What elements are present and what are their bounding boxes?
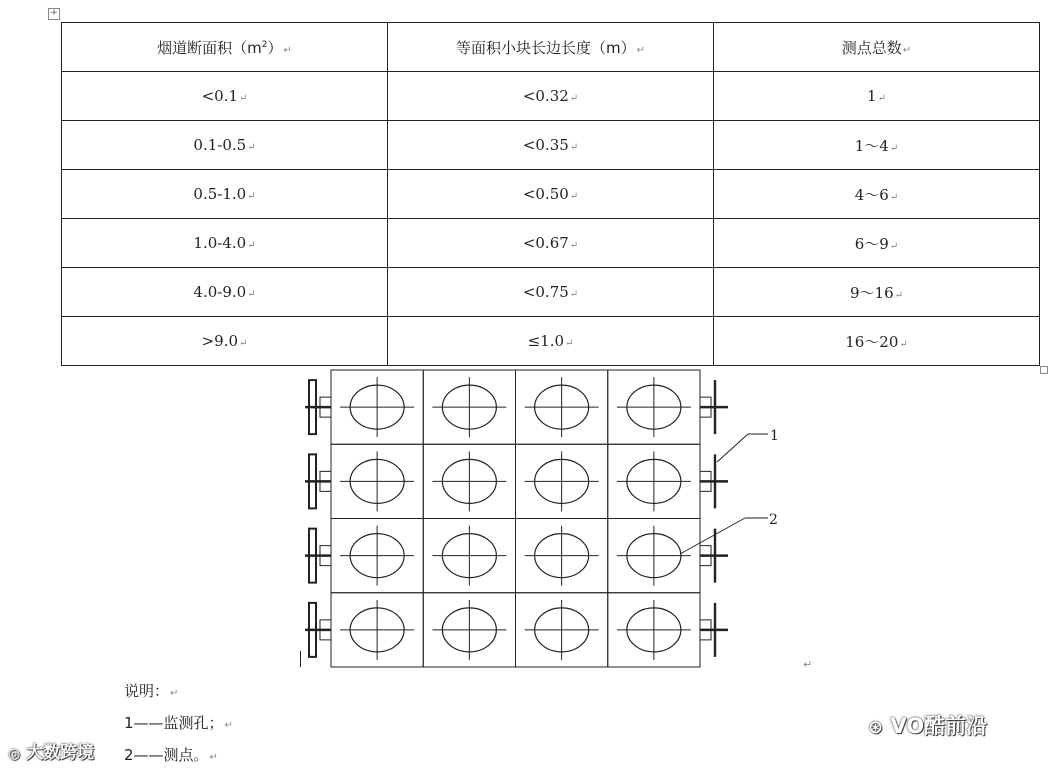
cell-text: ≤1.0 xyxy=(527,332,565,350)
paragraph-mark: ↵ xyxy=(636,44,645,56)
monitoring-port-right xyxy=(700,380,728,434)
monitoring-port-left xyxy=(305,454,331,508)
grid-cell xyxy=(331,370,423,444)
paragraph-mark: ↵ xyxy=(877,93,886,104)
cell-text: <0.67 xyxy=(522,234,569,252)
paragraph-mark: ↵ xyxy=(569,93,579,104)
grid-cell xyxy=(331,444,423,518)
paragraph-mark: ↵ xyxy=(247,191,256,202)
callout-2-label: 2 xyxy=(769,512,778,528)
table-move-handle[interactable]: + xyxy=(48,8,60,20)
grid-cell xyxy=(423,370,515,444)
note-line-2 xyxy=(124,744,218,765)
grid-cell xyxy=(516,593,608,667)
grid-cell xyxy=(608,519,700,593)
grid-cell xyxy=(516,444,608,518)
paragraph-mark: ↵ xyxy=(569,289,579,300)
cell-text: 16～20 xyxy=(845,332,899,351)
monitoring-port-left xyxy=(305,603,331,657)
paragraph-mark: ↵ xyxy=(569,191,579,202)
paragraph-mark: ↵ xyxy=(247,142,256,153)
grid-cell xyxy=(608,444,700,518)
cell-text: 1～4 xyxy=(854,136,889,155)
callout-1 xyxy=(717,428,779,462)
paragraph-mark: ↵ xyxy=(209,752,218,763)
monitoring-port-right xyxy=(700,454,728,508)
watermark-right xyxy=(868,710,987,740)
paragraph-mark: ↵ xyxy=(889,240,899,252)
cell-text: 0.1-0.5 xyxy=(193,136,247,154)
grid-cell xyxy=(423,593,515,667)
paragraph-mark: ↵ xyxy=(899,338,908,350)
paragraph-mark: ↵ xyxy=(803,658,813,671)
cell-text: 4～6 xyxy=(854,185,889,204)
paragraph-mark: ↵ xyxy=(239,338,248,349)
callout-1-label: 1 xyxy=(770,428,779,444)
watermark-left xyxy=(8,738,94,763)
paragraph-mark: ↵ xyxy=(889,191,899,203)
monitoring-port-right xyxy=(700,529,728,583)
paragraph-mark: ↵ xyxy=(569,142,579,153)
cell-text: 1.0-4.0 xyxy=(193,234,247,252)
cell-text: 4.0-9.0 xyxy=(193,283,247,301)
watermark-logo-icon: ◎ xyxy=(8,746,21,762)
watermark-left-text: 大数跨境 xyxy=(26,743,95,763)
paragraph-mark: ↵ xyxy=(247,289,256,300)
note-line-1-text: 1——监测孔； xyxy=(124,714,224,732)
cell-text: >9.0 xyxy=(201,332,239,350)
header-col1-prefix: 烟道断面积（m xyxy=(157,38,262,57)
cell-text: <0.1 xyxy=(201,87,239,105)
grid-cell xyxy=(331,519,423,593)
note-line-2-text: 2——测点。 xyxy=(124,746,209,764)
monitoring-port-left xyxy=(305,529,331,583)
monitoring-port-left xyxy=(305,380,331,434)
grid-cell xyxy=(516,370,608,444)
wechat-logo-icon: ⊛ xyxy=(868,717,884,738)
note-title xyxy=(124,680,178,701)
paragraph-mark: ↵ xyxy=(565,338,574,349)
note-line-1 xyxy=(124,712,233,733)
paragraph-mark: ↵ xyxy=(894,289,904,301)
cell-text: 0.5-1.0 xyxy=(193,185,247,203)
paragraph-mark: ↵ xyxy=(239,93,248,104)
grid-cell xyxy=(608,593,700,667)
header-col1-sup: 2 xyxy=(261,39,268,50)
cell-text: 1 xyxy=(867,87,877,105)
header-col2-text: 等面积小块长边长度（m） xyxy=(455,38,636,57)
paragraph-mark: ↵ xyxy=(247,240,256,251)
cell-text: <0.50 xyxy=(522,185,569,203)
paragraph-mark: ↵ xyxy=(283,44,292,56)
header-col1-suffix: ） xyxy=(267,38,283,57)
duct-grid xyxy=(331,370,700,667)
paragraph-mark: ↵ xyxy=(569,240,579,251)
paragraph-mark: ↵ xyxy=(902,44,912,56)
cell-text: <0.32 xyxy=(522,87,569,105)
header-col3-text: 测点总数 xyxy=(841,38,902,57)
note-title-text: 说明： xyxy=(124,682,170,700)
paragraph-mark: ↵ xyxy=(170,688,179,699)
monitoring-port-right xyxy=(700,603,728,657)
grid-cell xyxy=(423,444,515,518)
callout-1-leader xyxy=(717,434,748,462)
grid-cell xyxy=(608,370,700,444)
cell-text: <0.35 xyxy=(522,136,569,154)
cell-text: 9～16 xyxy=(849,283,894,302)
grid-cell xyxy=(423,519,515,593)
cell-text: <0.75 xyxy=(522,283,569,301)
grid-cell xyxy=(331,593,423,667)
grid-cell xyxy=(516,519,608,593)
cell-text: 6～9 xyxy=(854,234,889,253)
text-cursor xyxy=(300,651,301,667)
watermark-right-text: VO酷前沿 xyxy=(890,714,988,738)
paragraph-mark: ↵ xyxy=(889,142,899,154)
callout-2-leader xyxy=(680,518,745,554)
paragraph-mark: ↵ xyxy=(224,720,233,731)
